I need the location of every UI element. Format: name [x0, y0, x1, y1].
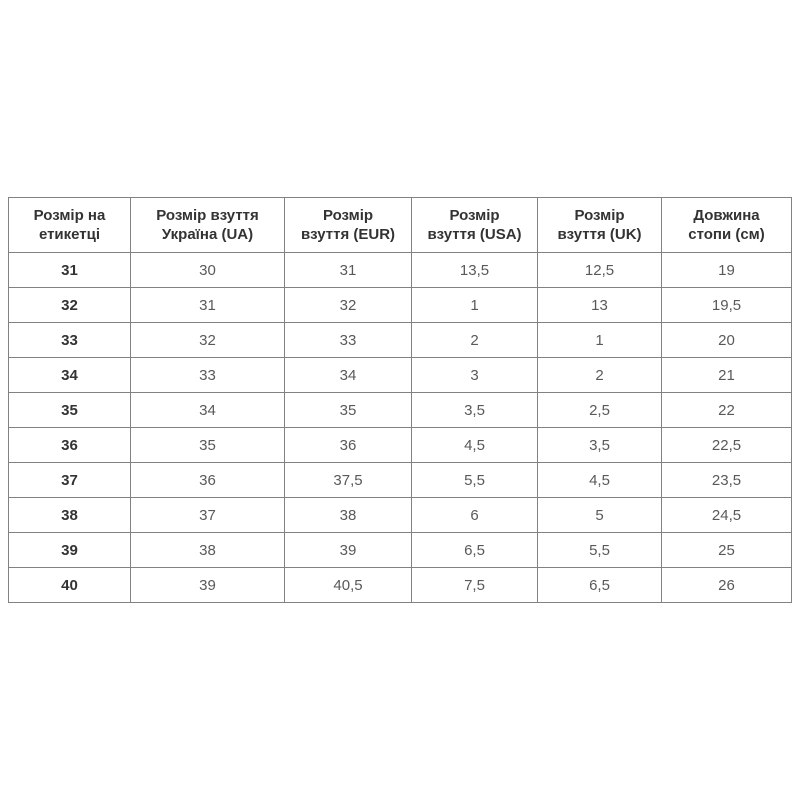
cell-usa-size: 7,5: [412, 568, 538, 603]
cell-uk-size: 3,5: [538, 428, 662, 463]
cell-eur-size: 33: [285, 323, 412, 358]
cell-usa-size: 13,5: [412, 253, 538, 288]
header-line: Розмір взуття: [156, 207, 259, 224]
cell-usa-size: 6: [412, 498, 538, 533]
header-line: Розмір: [449, 207, 500, 224]
cell-label-size: 35: [9, 393, 131, 428]
cell-ua-size: 31: [131, 288, 285, 323]
header-line: Розмір: [322, 207, 374, 224]
cell-uk-size: 2: [538, 358, 662, 393]
header-line: Довжина: [693, 207, 760, 224]
cell-usa-size: 6,5: [412, 533, 538, 568]
cell-eur-size: 36: [285, 428, 412, 463]
header-line: взуття (USA): [427, 226, 522, 243]
cell-uk-size: 13: [538, 288, 662, 323]
cell-eur-size: 31: [285, 253, 412, 288]
cell-uk-size: 5,5: [538, 533, 662, 568]
table-row: [9, 568, 792, 603]
cell-label-size: 40: [9, 568, 131, 603]
shoe-size-conversion-table: [8, 197, 792, 603]
cell-uk-size: 6,5: [538, 568, 662, 603]
cell-foot-length: 24,5: [662, 498, 792, 533]
header-line: Розмір: [574, 207, 625, 224]
cell-uk-size: 1: [538, 323, 662, 358]
cell-label-size: 32: [9, 288, 131, 323]
cell-label-size: 33: [9, 323, 131, 358]
cell-foot-length: 25: [662, 533, 792, 568]
column-header-eur-size: [285, 198, 412, 253]
cell-foot-length: 19: [662, 253, 792, 288]
column-header-foot-length: [662, 198, 792, 253]
table-row: [9, 253, 792, 288]
cell-ua-size: 30: [131, 253, 285, 288]
table-row: [9, 428, 792, 463]
cell-label-size: 39: [9, 533, 131, 568]
cell-foot-length: 20: [662, 323, 792, 358]
header-line: взуття (EUR): [300, 226, 396, 243]
cell-label-size: 34: [9, 358, 131, 393]
cell-foot-length: 23,5: [662, 463, 792, 498]
header-line: Україна (UA): [161, 226, 254, 243]
cell-eur-size: 38: [285, 498, 412, 533]
column-header-ua-size: [131, 198, 285, 253]
cell-uk-size: 12,5: [538, 253, 662, 288]
cell-foot-length: 22: [662, 393, 792, 428]
header-line: стопи (см): [688, 226, 765, 243]
cell-foot-length: 19,5: [662, 288, 792, 323]
table-row: [9, 463, 792, 498]
table-row: [9, 288, 792, 323]
cell-usa-size: 3,5: [412, 393, 538, 428]
cell-eur-size: 32: [285, 288, 412, 323]
cell-usa-size: 3: [412, 358, 538, 393]
cell-eur-size: 40,5: [285, 568, 412, 603]
header-line: Розмір на: [33, 207, 106, 224]
cell-eur-size: 34: [285, 358, 412, 393]
cell-ua-size: 34: [131, 393, 285, 428]
cell-label-size: 36: [9, 428, 131, 463]
cell-ua-size: 36: [131, 463, 285, 498]
table-row: [9, 358, 792, 393]
cell-ua-size: 35: [131, 428, 285, 463]
cell-label-size: 31: [9, 253, 131, 288]
column-header-usa-size: [412, 198, 538, 253]
cell-ua-size: 32: [131, 323, 285, 358]
cell-foot-length: 26: [662, 568, 792, 603]
cell-label-size: 38: [9, 498, 131, 533]
cell-eur-size: 35: [285, 393, 412, 428]
cell-uk-size: 5: [538, 498, 662, 533]
cell-uk-size: 2,5: [538, 393, 662, 428]
cell-ua-size: 37: [131, 498, 285, 533]
cell-eur-size: 39: [285, 533, 412, 568]
cell-usa-size: 4,5: [412, 428, 538, 463]
cell-usa-size: 2: [412, 323, 538, 358]
table-row: [9, 323, 792, 358]
cell-eur-size: 37,5: [285, 463, 412, 498]
table-row: [9, 533, 792, 568]
cell-ua-size: 33: [131, 358, 285, 393]
cell-usa-size: 5,5: [412, 463, 538, 498]
header-row: [9, 198, 792, 253]
cell-label-size: 37: [9, 463, 131, 498]
cell-foot-length: 21: [662, 358, 792, 393]
cell-ua-size: 39: [131, 568, 285, 603]
column-header-uk-size: [538, 198, 662, 253]
cell-uk-size: 4,5: [538, 463, 662, 498]
table-row: [9, 498, 792, 533]
table-row: [9, 393, 792, 428]
header-line: етикетці: [38, 226, 101, 243]
cell-foot-length: 22,5: [662, 428, 792, 463]
column-header-label-size: [9, 198, 131, 253]
header-line: взуття (UK): [557, 226, 642, 243]
cell-usa-size: 1: [412, 288, 538, 323]
cell-ua-size: 38: [131, 533, 285, 568]
